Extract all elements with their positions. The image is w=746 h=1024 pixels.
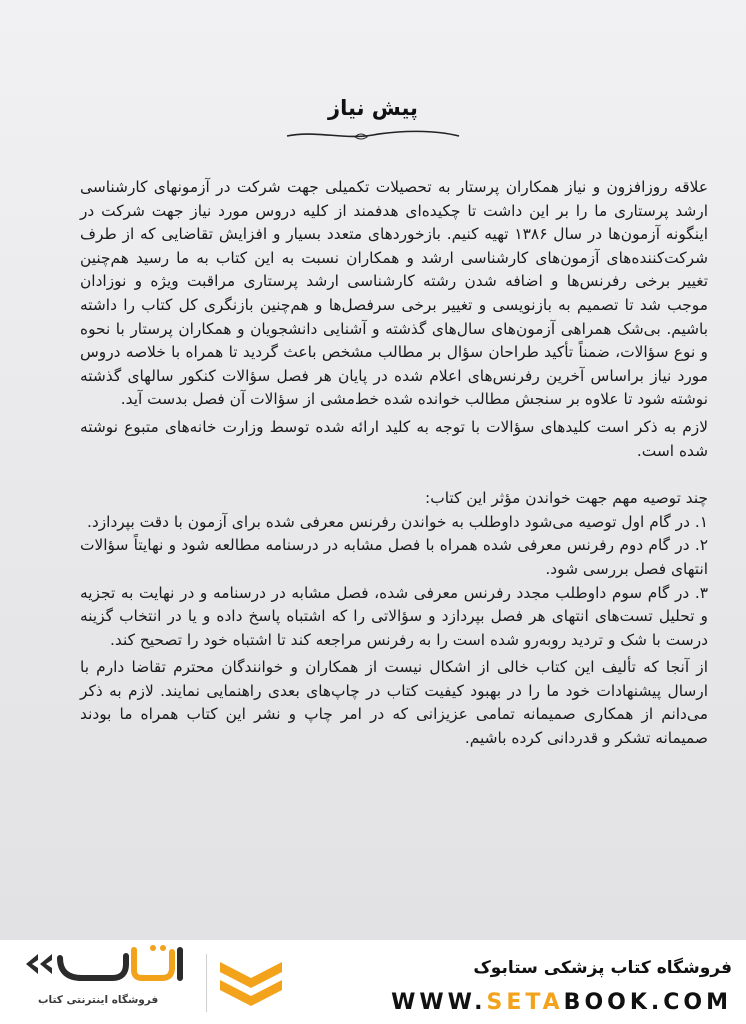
tip-item: ۳. در گام سوم داوطلب مجدد رفرنس معرفی شده، فصل مشابه در درسنامه و در نهایت به تجزیه و تحلیل تست‌های انتهای هر فصل بپردازد و سؤالاتی را که اشتباه پاسخ داده و یا در انتخاب گزینه درست با شک و تردید روبه‌رو شده است را به رفرنس مراجعه کند تا اشتباه خود را تصحیح کند.	[80, 583, 708, 649]
closing-paragraph: از آنجا که تألیف این کتاب خالی از اشکال نیست از همکاران و خوانندگان محترم تقاضا دارم با ارسال پیشنهادات خود ما را در بهبود کیفیت کتاب در چاپ‌های بعدی راهنمایی نمایند. لازم به ذکر می‌دانم از همکاری صمیمانه تمامی عزیزانی که در امر چاپ و نشر این کتاب همراه ما بودند صمیمانه تشکر و قدردانی کرده باشیم.	[80, 658, 708, 748]
url-prefix: WWW.	[391, 990, 487, 1015]
url-suffix: BOOK.COM	[563, 990, 732, 1015]
body-text	[80, 176, 708, 751]
answer-key-paragraph: لازم به ذکر است کلیدهای سؤالات با توجه به کلید ارائه شده توسط وزارت خانه‌های متبوع نوشته شده است.	[80, 417, 708, 460]
intro-paragraph: علاقه روزافزون و نیاز همکاران پرستار به تحصیلات تکمیلی جهت شرکت در آزمونهای کارشناسی ارشد پرستاری ما را بر این داشت تا چکیده‌ای هدفمند از کلیه دروس مورد نیاز جهت شرکت در اینگونه آزمون‌ها در سال ۱۳۸۶ تهیه کنیم. بازخوردهای متعدد بسیار و افزایش تقاضایی که از طرف شرکت‌کننده‌های آزمون‌های کارشناسی ارشد و همکاران نسبت به این کتاب به ما رسید هم‌چنین تغییر برخی رفرنس‌ها و اضافه شدن رشته کارشناسی ارشد پرستاری مراقبت ویژه و نوزادان موجب شد تا تصمیم به بازنویسی و تغییر برخی سرفصل‌ها و هم‌چنین بازنگری کل کتاب را داشته باشیم. بی‌شک همراهی آزمون‌های سال‌های گذشته و آشنایی دانشجویان و همکاران پرستار با نحوه و نوع سؤالات، ضمناً تأکید طراحان سؤال بر مطالب مشخص باعث گردید تا همراه با خلاصه دروس مورد نیاز براساس آخرین رفرنس‌های اعلام شده در پایان هر فصل سؤالات کنکور سالهای گذشته نوشته شود تا علاوه بر سنجش مطالب خوانده شده خط‌مشی از سؤالات آن فصل بدست آید.	[80, 178, 708, 409]
logo-tagline: فروشگاه اینترنتی کتاب	[38, 994, 159, 1006]
tip-item: ۱. در گام اول توصیه می‌شود داوطلب به خواندن رفرنس معرفی شده برای آزمون با دقت بپردازد.	[87, 512, 708, 531]
page-title: پیش نیاز	[328, 96, 418, 120]
setabook-logo-wordmark	[16, 942, 200, 1000]
url-accent: SETA	[486, 990, 564, 1015]
chevron-stack-icon	[214, 956, 288, 1014]
store-banner	[0, 940, 746, 1024]
tip-item: ۲. در گام دوم رفرنس معرفی شده همراه با فصل مشابه در درسنامه مطالعه شود و نهایتاً سؤالات انتهای فصل بررسی شود.	[80, 536, 708, 578]
title-flourish-ornament	[285, 126, 461, 144]
store-name: فروشگاه کتاب پزشکی ستابوک	[473, 958, 732, 978]
logo-divider	[206, 954, 207, 1012]
store-url-link[interactable]	[391, 990, 732, 1015]
tips-heading: چند توصیه مهم جهت خواندن مؤثر این کتاب:	[425, 489, 708, 508]
